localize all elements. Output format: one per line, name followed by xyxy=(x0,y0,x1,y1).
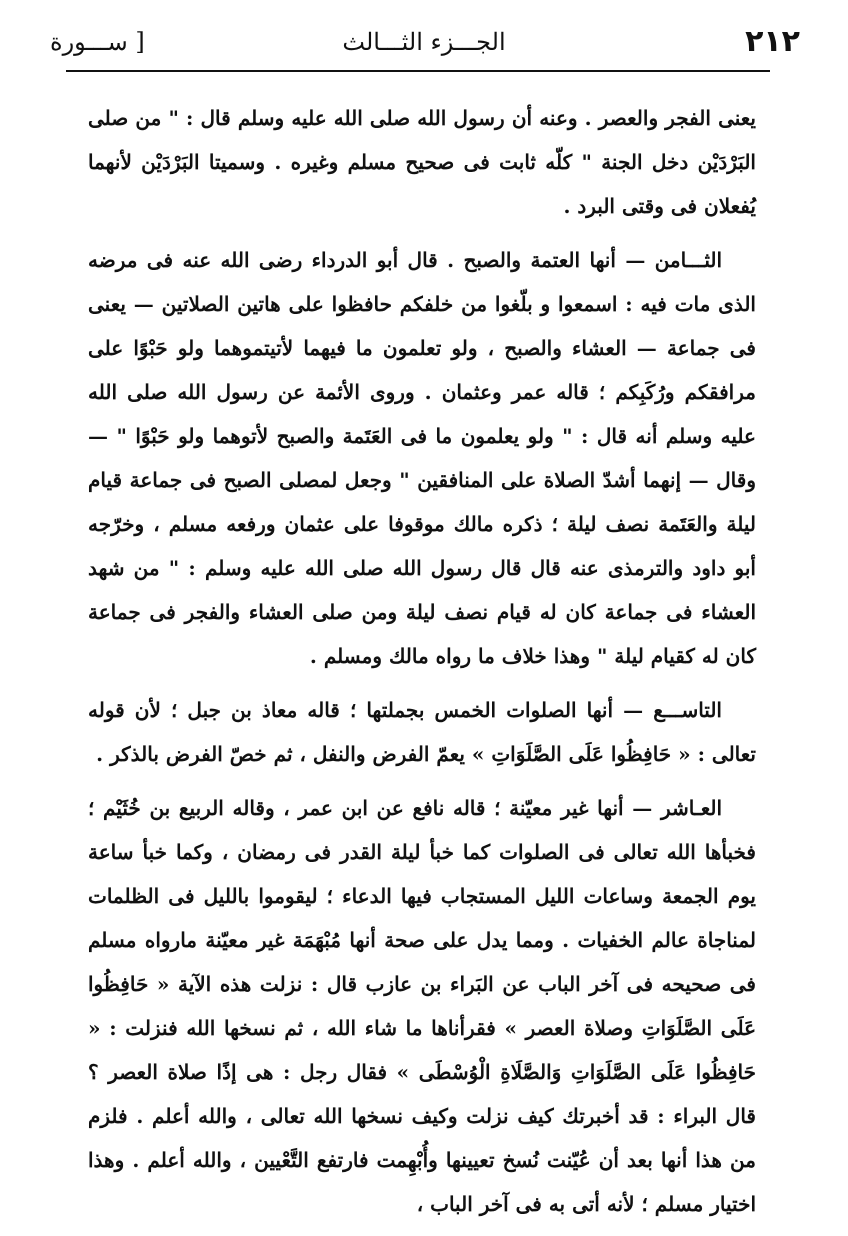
running-title: الجـــزء الثـــالث xyxy=(342,28,506,56)
chapter-label: [ ســـورة xyxy=(50,28,145,56)
paragraph-1 xyxy=(88,96,756,228)
paragraph-2-text: أنها العتمة والصبح . قال أبو الدرداء رضى الله عنه فى مرضه الذى مات فيه : اسمعوا و بلّغوا من خلفكم حافظوا على هاتين الصلاتين — يعنى فى جماعة — العشاء والصبح ، ولو تعلمون ما فيهما لأتيتموهما ولو حَبْوًا على مرافقكم ورُكَبِكم ؛ قاله عمر وعثمان . وروى الأئمة عن رسول الله صلى الله عليه وسلم أنه قال : " ولو يعلمون ما فى العَتَمة والصبح لأتوهما ولو حَبْوًا " — وقال — إنهما أشدّ الصلاة على المنافقين " وجعل لمصلى الصبح فى جماعة قيام ليلة والعَتَمة نصف ليلة ؛ ذكره مالك موقوفا على عثمان ورفعه مسلم ، وخرّجه أبو داود والترمذى عنه قال قال رسول الله صلى الله عليه وسلم : " من شهد العشاء فى جماعة كان له قيام نصف ليلة ومن صلى العشاء والفجر فى جماعة كان له كقيام ليلة " وهذا خلاف ما رواه مالك ومسلم . xyxy=(88,248,756,668)
paragraph-3-text: أنها الصلوات الخمس بجملتها ؛ قاله معاذ بن جبل ؛ لأن قوله تعالى : « حَافِظُوا عَلَى الصَّلَوَاتِ » يعمّ الفرض والنفل ، ثم خصّ الفرض بالذكر . xyxy=(88,698,756,766)
paragraph-2-lead: الثـــامن — xyxy=(625,248,722,272)
paragraph-4-lead: العـاشر — xyxy=(632,796,722,820)
page-body xyxy=(88,96,756,1236)
paragraph-3 xyxy=(88,688,756,776)
paragraph-3-lead: التاســـع — xyxy=(623,698,722,722)
paragraph-4-text: أنها غير معيّنة ؛ قاله نافع عن ابن عمر ، وقاله الربيع بن خُثَيْم ؛ فخبأها الله تعالى فى الصلوات كما خبأ ليلة القدر فى رمضان ، وكما خبأ ساعة يوم الجمعة وساعات الليل المستجاب فيها الدعاء ؛ ليقوموا بالليل فى الظلمات لمناجاة عالم الخفيات . ومما يدل على صحة أنها مُبْهَمَة غير معيّنة مارواه مسلم فى صحيحه فى آخر الباب عن البَراء بن عازب قال : نزلت هذه الآية « حَافِظُوا عَلَى الصَّلَوَاتِ وصلاة العصر » فقرأناها ما شاء الله ، ثم نسخها الله فنزلت : « حَافِظُوا عَلَى الصَّلَوَاتِ وَالصَّلَاةِ الْوُسْطَى » فقال رجل : هى إذًا صلاة العصر ؟ قال البراء : قد أخبرتك كيف نزلت وكيف نسخها الله تعالى ، والله أعلم . فلزم من هذا أنها بعد أن عُيّنت نُسخ تعيينها وأُبْهِمت فارتفع التَّعْيين ، والله أعلم . وهذا اختيار مسلم ؛ لأنه أتى به فى آخر الباب ، xyxy=(88,796,756,1216)
page-header xyxy=(40,22,808,66)
paragraph-1-text: يعنى الفجر والعصر . وعنه أن رسول الله صلى الله عليه وسلم قال : " من صلى البَرْدَيْن دخل الجنة " كلّه ثابت فى صحيح مسلم وغيره . وسميتا البَرْدَيْن لأنهما يُفعلان فى وقتى البرد . xyxy=(88,106,756,218)
paragraph-4 xyxy=(88,786,756,1226)
page-number: ٢١٢ xyxy=(745,24,800,59)
paragraph-2 xyxy=(88,238,756,678)
header-rule xyxy=(66,70,770,72)
